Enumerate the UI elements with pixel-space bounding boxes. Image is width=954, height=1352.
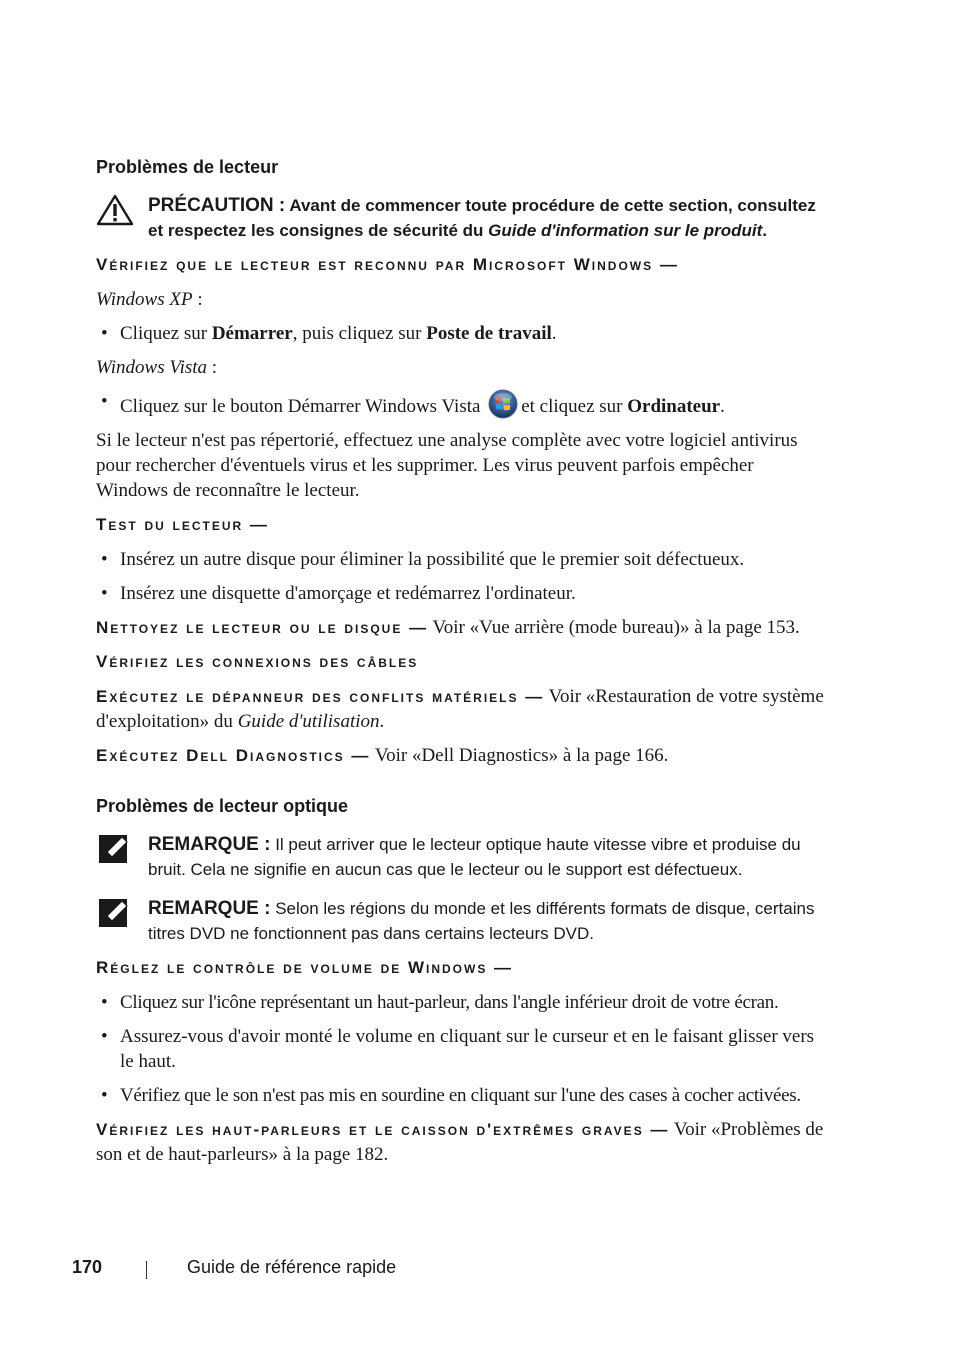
volume-steps [96, 990, 824, 1108]
list-item: • Insérez une disquette d'amorçage et redémarrez l'ordinateur. [96, 581, 824, 606]
antivirus-paragraph: Si le lecteur n'est pas répertorié, effectuez une analyse complète avec votre logiciel antivirus pour rechercher d'éventuels virus et les supprimer. Les virus peuvent parfois empêcher Windows de reconnaître le lecteur. [96, 430, 798, 501]
list-item: • Cliquez sur le bouton Démarrer Windows Vista et cliquez sur Ordinateur. [96, 389, 824, 419]
note-pencil-icon [96, 897, 134, 929]
troubleshooter-item: Exécutez le dépanneur des conflits matériels — Voir «Restauration de votre système d'exploitation» du Guide d'utilisation. [96, 686, 824, 732]
note-pencil-icon [96, 833, 134, 865]
caution-text: Avant de commencer toute procédure de cette section, consultez et respectez les consignes de sécurité du [148, 196, 816, 240]
note-text: Selon les régions du monde et les différents formats de disque, certains titres DVD ne fonctionnent pas dans certains lecteurs DVD. [148, 899, 815, 943]
speakers-item: Vérifiez les haut-parleurs et le caisson d'extrêmes graves — Voir «Problèmes de son et de haut-parleurs» à la page 182. [96, 1119, 824, 1165]
clean-drive-item: Nettoyez le lecteur ou le disque — Voir «Vue arrière (mode bureau)» à la page 153. [96, 617, 800, 638]
caution-guide-title: Guide d'information sur le produit [488, 221, 763, 240]
subheading-verify-windows: Vérifiez que le lecteur est reconnu par Microsoft Windows — [96, 255, 679, 274]
warning-triangle-icon [96, 194, 134, 226]
subheading-test-drive: Test du lecteur — [96, 515, 269, 534]
windows-vista-label: Windows Vista : [96, 357, 218, 378]
list-item: • Assurez-vous d'avoir monté le volume en cliquant sur le curseur et en le faisant glisser vers le haut. [96, 1024, 824, 1074]
section-heading-optical-drive: Problèmes de lecteur optique [96, 796, 349, 816]
subheading-volume-control: Réglez le contrôle de volume de Windows — [96, 958, 514, 977]
footer-divider [146, 1261, 147, 1279]
windows-xp-label: Windows XP : [96, 289, 203, 310]
test-drive-steps [96, 547, 824, 606]
windows-vista-steps [96, 389, 824, 419]
caution-label: PRÉCAUTION : [148, 195, 286, 216]
section-heading-drive-problems: Problèmes de lecteur [96, 157, 279, 177]
subheading-cables: Vérifiez les connexions des câbles [96, 652, 419, 671]
list-item: • Cliquez sur Démarrer, puis cliquez sur Poste de travail. [96, 321, 824, 346]
note-block-vibration [96, 832, 824, 882]
caution-text-end: . [762, 221, 768, 240]
caution-block [96, 193, 824, 243]
footer-title: Guide de référence rapide [187, 1257, 397, 1277]
list-item: • Insérez un autre disque pour éliminer la possibilité que le premier soit défectueux. [96, 547, 824, 572]
note-block-dvd-regions [96, 896, 824, 946]
note-label: REMARQUE : [148, 834, 271, 855]
windows-vista-start-icon [488, 389, 518, 419]
page-number: 170 [72, 1257, 103, 1277]
list-item: • Vérifiez que le son n'est pas mis en sourdine en cliquant sur l'une des cases à cocher activées. [96, 1083, 824, 1108]
note-text: Il peut arriver que le lecteur optique haute vitesse vibre et produise du bruit. Cela ne signifie en aucun cas que le lecteur ou le support est défectueux. [148, 835, 801, 879]
list-item: • Cliquez sur l'icône représentant un haut-parleur, dans l'angle inférieur droit de votre écran. [96, 990, 824, 1015]
dell-diagnostics-item: Exécutez Dell Diagnostics — Voir «Dell Diagnostics» à la page 166. [96, 745, 669, 766]
note-label: REMARQUE : [148, 898, 271, 919]
page-content [96, 150, 824, 1167]
windows-xp-steps [96, 321, 824, 346]
